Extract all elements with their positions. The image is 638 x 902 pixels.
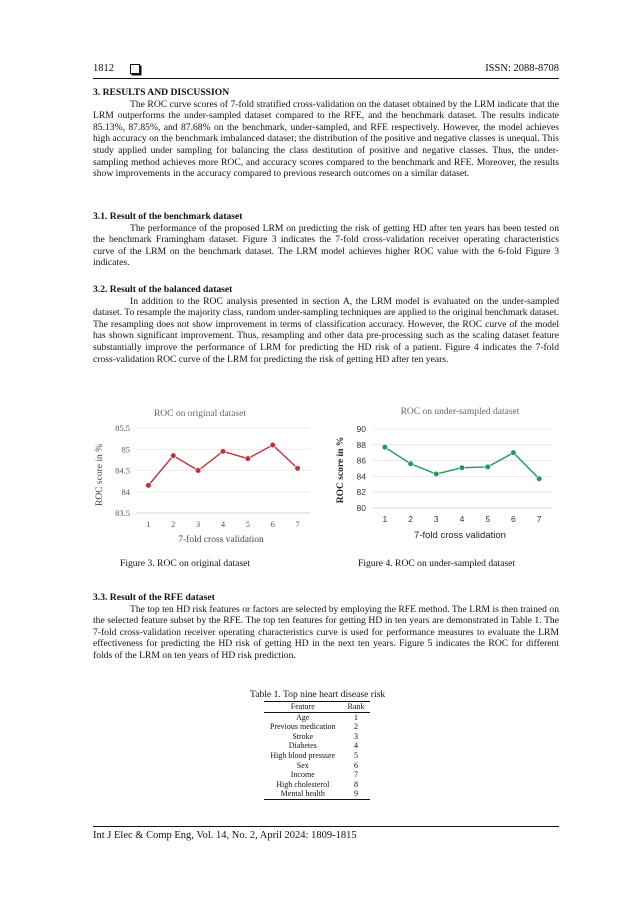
feature-cell: Previous medication [270, 722, 336, 732]
x-tick-label: 3 [433, 514, 439, 524]
data-point [220, 449, 226, 455]
y-tick-label: 83.5 [115, 508, 130, 518]
paragraph: The performance of the proposed LRM on predicting the risk of getting HD after ten years has been tested on the benchmark Framingham dataset. Figure 3 indicates the 7-fold cross-validation receiver operating characteristics curve of the LRM on the benchmark dataset. The LRM model achieves higher ROC value with the 6-fold Figure 3 indicates. [93, 222, 559, 269]
feature-cell: Mental health [264, 789, 342, 799]
column-header-feature: Feature [264, 702, 342, 713]
x-tick-label: 2 [171, 519, 176, 529]
data-point [170, 453, 176, 459]
x-tick-label: 4 [220, 519, 226, 529]
y-tick-label: 84 [356, 471, 366, 482]
square-icon [130, 64, 140, 74]
section-heading: 3.3. Result of the RFE dataset [93, 592, 215, 603]
figure-4-caption: Figure 4. ROC on under-sampled dataset [358, 558, 516, 569]
roc-undersampled-chart [330, 400, 562, 550]
rank-cell: 5 [353, 750, 358, 760]
y-tick-label: 88 [356, 439, 366, 450]
x-tick-label: 1 [146, 519, 151, 529]
table-row [264, 789, 370, 799]
table-row [264, 712, 370, 722]
y-tick-label: 82 [356, 487, 366, 498]
section-heading: 3.2. Result of the balanced dataset [93, 284, 233, 295]
x-tick-label: 4 [459, 514, 465, 524]
y-tick-label: 86 [356, 455, 366, 466]
section-3-2 [93, 284, 559, 365]
data-point [536, 476, 542, 482]
section-3-1 [93, 211, 559, 269]
feature-cell: Sex [296, 760, 309, 770]
data-point [485, 464, 491, 470]
table-row [264, 741, 370, 751]
chart-title: ROC on original dataset [153, 409, 247, 419]
y-tick-label: 85.5 [115, 423, 130, 433]
rank-cell: 3 [353, 731, 358, 741]
y-tick-label: 84 [121, 486, 130, 497]
x-tick-label: 5 [245, 519, 250, 529]
table-row [264, 780, 370, 790]
feature-cell: Stroke [292, 731, 314, 741]
data-point [270, 442, 276, 448]
chart-title: ROC on under-sampled dataset [400, 407, 520, 417]
data-point [382, 444, 388, 450]
data-point [433, 471, 439, 477]
y-axis-label: ROC score in % [336, 436, 346, 504]
rank-cell: 9 [342, 789, 371, 799]
feature-cell: Age [296, 712, 310, 722]
rank-cell: 1 [353, 712, 358, 722]
x-tick-label: 6 [511, 514, 516, 524]
data-point [195, 468, 201, 474]
data-point [146, 483, 152, 489]
page-header [93, 60, 559, 76]
x-tick-label: 1 [382, 514, 388, 524]
feature-cell: Diabetes [288, 741, 317, 751]
section-heading: 3. RESULTS AND DISCUSSION [93, 87, 230, 98]
data-point [295, 466, 301, 472]
x-tick-label: 7 [536, 514, 542, 524]
paragraph: The ROC curve scores of 7-fold stratified cross-validation on the dataset obtained by the LRM indicate that the LRM outperforms the under-sampled dataset compared to the RFE, and the benchmark dataset. The results indicate 85.13%, 87.85%, and 87.68% on the benchmark, under-sampled, and RFE respectively. However, the model achieves high accuracy on the benchmark imbalanced dataset; the distribution of the positive and negative classes is unequal. This study applied under sampling for balancing the class destitution of positive and negative classes. Thus, the under-sampling method achieves more ROC, and accuracy scores compared to the benchmark and RFE. Moreover, the results show improvements in the accuracy compared to previous research outcomes on a similar dataset. [93, 98, 559, 180]
table-title: Table 1. Top nine heart disease risk [250, 689, 386, 700]
table-row [264, 751, 370, 761]
table-row [264, 732, 370, 742]
data-point [245, 456, 251, 462]
section-3-3 [93, 592, 559, 662]
paragraph: The top ten HD risk features or factors are selected by employing the RFE method. The LRM is then trained on the selected feature subset by the RFE. The top ten features for getting HD in ten years are demonstrated in Table 1. The 7-fold cross-validation receiver operating characteristics curve is used for performance measures to evaluate the LRM effectiveness for predicting the HD risk of getting HD in the next ten years. Figure 5 indicates the ROC for different folds of the LRM on ten years of HD risk prediction. [93, 603, 559, 661]
table-row [264, 770, 370, 780]
x-axis-label: 7-fold cross validation [414, 530, 506, 541]
table-row [264, 722, 370, 732]
table-row [264, 761, 370, 771]
risk-table [264, 701, 370, 800]
header-divider [93, 78, 559, 79]
feature-cell: High blood pressure [270, 750, 336, 760]
figure-3-caption: Figure 3. ROC on original dataset [120, 558, 251, 569]
y-tick-label: 80 [356, 503, 366, 513]
x-tick-label: 5 [485, 514, 491, 524]
footer-citation: Int J Elec & Comp Eng, Vol. 14, No. 2, April 2024: 1809-1815 [93, 830, 357, 841]
y-axis-label: ROC score in % [95, 443, 105, 507]
feature-cell: Income [290, 770, 315, 780]
roc-original-chart [88, 400, 320, 550]
rank-cell: 2 [353, 722, 358, 732]
rank-cell: 4 [353, 741, 358, 751]
section-heading: 3.1. Result of the benchmark dataset [93, 211, 243, 222]
x-tick-label: 6 [270, 519, 275, 529]
data-point [511, 450, 517, 456]
x-tick-label: 3 [196, 519, 201, 529]
column-header-rank: Rank [342, 702, 371, 713]
x-tick-label: 7 [295, 519, 300, 529]
section-3 [93, 87, 559, 180]
data-point [408, 461, 414, 467]
data-point [459, 465, 465, 471]
footer-divider [93, 826, 559, 827]
x-axis-label: 7-fold cross validation [178, 535, 264, 545]
y-tick-label: 90 [356, 424, 366, 434]
x-tick-label: 2 [408, 514, 413, 524]
rank-cell: 6 [353, 760, 358, 770]
paragraph: In addition to the ROC analysis presented in section A, the LRM model is evaluated on the under-sampled dataset. To resample the majority class, random under-sampling techniques are applied to the original benchmark dataset. The resampling does not show improvement in terms of classification accuracy. However, the ROC curve of the model has shown significant improvement. Thus, resampling and other data pre-processing such as the scaling dataset feature substantially improve the performance of LRM for predicting the HD risk of a patient. Figure 4 indicates the 7-fold cross-validation ROC curve of the LRM for predicting the risk of getting HD after ten years. [93, 295, 559, 365]
y-tick-label: 84.5 [115, 465, 130, 476]
feature-cell: High cholesterol [276, 779, 330, 789]
y-tick-label: 85 [121, 444, 130, 455]
rank-cell: 8 [353, 779, 358, 789]
issn: ISSN: 2088-8708 [485, 62, 559, 74]
page-number: 1812 [93, 62, 114, 74]
rank-cell: 7 [353, 770, 358, 780]
